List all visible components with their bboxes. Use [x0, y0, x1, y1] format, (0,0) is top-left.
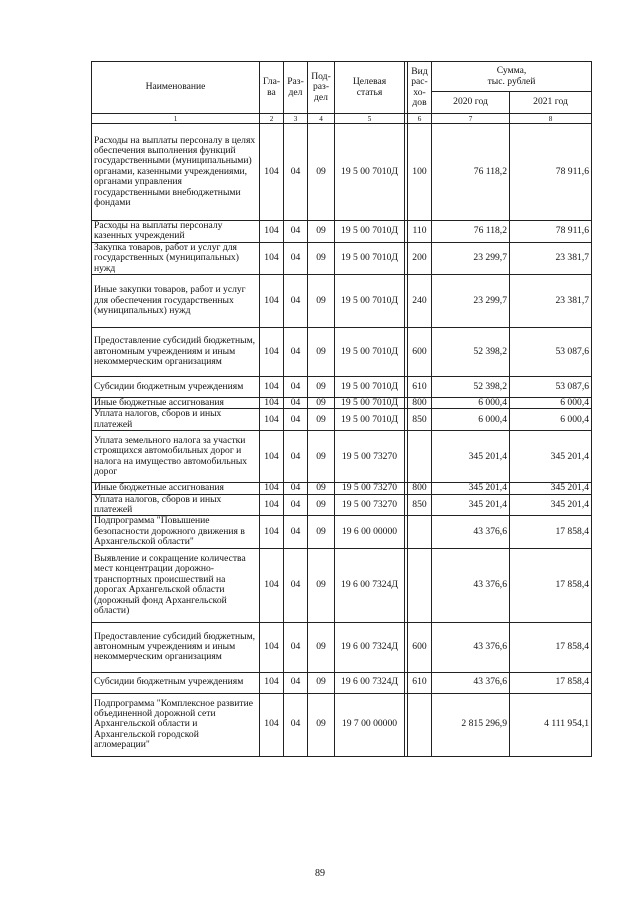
header-sum-text: Сумма, тыс. рублей: [487, 65, 536, 87]
cell-razdel: 04: [284, 275, 308, 328]
column-number-row: [92, 114, 592, 124]
cell-glava: 104: [260, 693, 284, 756]
page-number: 89: [315, 868, 325, 879]
table-body: [92, 114, 592, 757]
cell-vid: [408, 431, 432, 483]
cell-article: 19 5 00 73270: [335, 483, 405, 494]
cell-razdel: 04: [284, 622, 308, 672]
cell-name: Уплата налогов, сборов и иных платежей: [92, 494, 260, 516]
cell-name: Расходы на выплаты персоналу в целях обеспечения выполнения функций государственными (муниципальными) органами, казенными учреждениями, органами управления государственными внебюджетными фондами: [92, 124, 260, 221]
cell-name: Закупка товаров, работ и услуг для государственных (муниципальных) нужд: [92, 242, 260, 274]
cell-y2020: 23 299,7: [432, 275, 510, 328]
cell-name: Предоставление субсидий бюджетным, автономным учреждениям и иным некоммерческим организациям: [92, 622, 260, 672]
column-number: 6: [408, 114, 432, 124]
cell-razdel: 04: [284, 548, 308, 622]
cell-razdel: 04: [284, 672, 308, 693]
cell-article: 19 6 00 7324Д: [335, 548, 405, 622]
cell-y2021: 78 911,6: [510, 124, 592, 221]
cell-vid: 850: [408, 409, 432, 431]
cell-article: 19 5 00 7010Д: [335, 398, 405, 409]
cell-article: 19 5 00 73270: [335, 431, 405, 483]
cell-name: Иные закупки товаров, работ и услуг для обеспечения государственных (муниципальных) нужд: [92, 275, 260, 328]
cell-glava: 104: [260, 242, 284, 274]
table-row: [92, 494, 592, 516]
table-row: [92, 409, 592, 431]
cell-podrazdel: 09: [308, 483, 335, 494]
cell-glava: 104: [260, 221, 284, 243]
cell-razdel: 04: [284, 377, 308, 398]
cell-article: 19 5 00 7010Д: [335, 124, 405, 221]
cell-name: Иные бюджетные ассигнования: [92, 483, 260, 494]
cell-name: Уплата земельного налога за участки строящихся автомобильных дорог и налога на имущество автомобильных дорог: [92, 431, 260, 483]
cell-razdel: 04: [284, 328, 308, 377]
cell-name: Субсидии бюджетным учреждениям: [92, 377, 260, 398]
cell-y2020: 345 201,4: [432, 494, 510, 516]
cell-name: Уплата налогов, сборов и иных платежей: [92, 409, 260, 431]
header-razdel-text: Раз- дел: [287, 76, 304, 98]
cell-vid: [408, 693, 432, 756]
column-number: 4: [308, 114, 335, 124]
table-row: [92, 431, 592, 483]
cell-y2020: 43 376,6: [432, 622, 510, 672]
cell-glava: 104: [260, 494, 284, 516]
table-row: [92, 221, 592, 243]
cell-podrazdel: 09: [308, 398, 335, 409]
cell-name: Предоставление субсидий бюджетным, автономным учреждениям и иным некоммерческим организациям: [92, 328, 260, 377]
cell-y2021: 78 911,6: [510, 221, 592, 243]
cell-vid: [408, 548, 432, 622]
cell-podrazdel: 09: [308, 672, 335, 693]
cell-article: 19 5 00 7010Д: [335, 409, 405, 431]
header-razdel: [284, 62, 308, 114]
cell-podrazdel: 09: [308, 622, 335, 672]
cell-glava: 104: [260, 548, 284, 622]
cell-glava: 104: [260, 672, 284, 693]
column-number: 1: [92, 114, 260, 124]
header-article: [335, 62, 405, 114]
cell-y2021: 17 858,4: [510, 516, 592, 548]
cell-y2021: 345 201,4: [510, 431, 592, 483]
column-number: 3: [284, 114, 308, 124]
cell-vid: 610: [408, 672, 432, 693]
cell-article: 19 5 00 7010Д: [335, 328, 405, 377]
table-row: [92, 328, 592, 377]
cell-y2021: 4 111 954,1: [510, 693, 592, 756]
cell-y2020: 345 201,4: [432, 483, 510, 494]
cell-podrazdel: 09: [308, 124, 335, 221]
cell-razdel: 04: [284, 483, 308, 494]
cell-y2020: 6 000,4: [432, 398, 510, 409]
cell-glava: 104: [260, 409, 284, 431]
cell-glava: 104: [260, 398, 284, 409]
cell-article: 19 5 00 7010Д: [335, 377, 405, 398]
table-row: [92, 275, 592, 328]
cell-vid: 600: [408, 622, 432, 672]
cell-y2021: 53 087,6: [510, 328, 592, 377]
cell-vid: 100: [408, 124, 432, 221]
cell-article: 19 5 00 7010Д: [335, 275, 405, 328]
cell-razdel: 04: [284, 242, 308, 274]
header-article-text: Целевая статья: [352, 76, 387, 98]
cell-vid: 800: [408, 398, 432, 409]
cell-vid: 600: [408, 328, 432, 377]
cell-glava: 104: [260, 328, 284, 377]
header-glava-text: Гла- ва: [262, 76, 281, 98]
cell-article: 19 6 00 00000: [335, 516, 405, 548]
cell-y2020: 43 376,6: [432, 548, 510, 622]
cell-y2020: 43 376,6: [432, 516, 510, 548]
cell-podrazdel: 09: [308, 409, 335, 431]
cell-glava: 104: [260, 275, 284, 328]
cell-y2021: 23 381,7: [510, 242, 592, 274]
cell-razdel: 04: [284, 221, 308, 243]
cell-glava: 104: [260, 516, 284, 548]
cell-podrazdel: 09: [308, 693, 335, 756]
cell-article: 19 7 00 00000: [335, 693, 405, 756]
header-sum: [432, 62, 592, 92]
column-number: 7: [432, 114, 510, 124]
cell-vid: 240: [408, 275, 432, 328]
cell-article: 19 6 00 7324Д: [335, 672, 405, 693]
cell-vid: 110: [408, 221, 432, 243]
cell-y2021: 6 000,4: [510, 398, 592, 409]
cell-glava: 104: [260, 483, 284, 494]
cell-name: Иные бюджетные ассигнования: [92, 398, 260, 409]
column-number: 2: [260, 114, 284, 124]
cell-podrazdel: 09: [308, 548, 335, 622]
cell-article: 19 5 00 7010Д: [335, 221, 405, 243]
cell-podrazdel: 09: [308, 275, 335, 328]
header-vid-text: Вид рас- хо- дов: [411, 65, 428, 108]
cell-vid: 800: [408, 483, 432, 494]
cell-y2020: 23 299,7: [432, 242, 510, 274]
table-row: [92, 242, 592, 274]
cell-y2020: 52 398,2: [432, 328, 510, 377]
cell-y2020: 76 118,2: [432, 221, 510, 243]
cell-podrazdel: 09: [308, 494, 335, 516]
cell-podrazdel: 09: [308, 516, 335, 548]
cell-y2021: 17 858,4: [510, 672, 592, 693]
cell-y2020: 52 398,2: [432, 377, 510, 398]
table-row: [92, 483, 592, 494]
cell-name: Расходы на выплаты персоналу казенных учреждений: [92, 221, 260, 243]
cell-article: 19 5 00 7010Д: [335, 242, 405, 274]
cell-glava: 104: [260, 377, 284, 398]
header-vid: [408, 62, 432, 114]
cell-name: Субсидии бюджетным учреждениям: [92, 672, 260, 693]
cell-y2021: 6 000,4: [510, 409, 592, 431]
cell-vid: 610: [408, 377, 432, 398]
column-number: 8: [510, 114, 592, 124]
cell-razdel: 04: [284, 516, 308, 548]
table-row: [92, 672, 592, 693]
table-row: [92, 124, 592, 221]
table-row: [92, 548, 592, 622]
header-year-2021: 2021 год: [510, 92, 592, 114]
cell-glava: 104: [260, 431, 284, 483]
cell-y2020: 43 376,6: [432, 672, 510, 693]
header-year-2020: 2020 год: [432, 92, 510, 114]
cell-y2021: 17 858,4: [510, 548, 592, 622]
cell-name: Подпрограмма "Повышение безопасности дорожного движения в Архангельской области": [92, 516, 260, 548]
cell-vid: 200: [408, 242, 432, 274]
cell-razdel: 04: [284, 693, 308, 756]
header-podrazdel: [308, 62, 335, 114]
cell-glava: 104: [260, 124, 284, 221]
cell-vid: [408, 516, 432, 548]
cell-razdel: 04: [284, 124, 308, 221]
cell-podrazdel: 09: [308, 377, 335, 398]
cell-name: Подпрограмма "Комплексное развитие объединенной дорожной сети Архангельской области и Архангельской городской агломерации": [92, 693, 260, 756]
table-row: [92, 377, 592, 398]
cell-razdel: 04: [284, 494, 308, 516]
cell-y2020: 345 201,4: [432, 431, 510, 483]
cell-razdel: 04: [284, 431, 308, 483]
cell-y2021: 345 201,4: [510, 483, 592, 494]
cell-podrazdel: 09: [308, 328, 335, 377]
cell-vid: 850: [408, 494, 432, 516]
cell-podrazdel: 09: [308, 431, 335, 483]
cell-y2020: 2 815 296,9: [432, 693, 510, 756]
cell-y2021: 345 201,4: [510, 494, 592, 516]
cell-y2020: 6 000,4: [432, 409, 510, 431]
table-row: [92, 516, 592, 548]
cell-name: Выявление и сокращение количества мест концентрации дорожно-транспортных происшествий на дорогах Архангельской области (дорожный фонд Архангельской области): [92, 548, 260, 622]
cell-razdel: 04: [284, 409, 308, 431]
column-number: 5: [335, 114, 405, 124]
cell-glava: 104: [260, 622, 284, 672]
cell-y2021: 17 858,4: [510, 622, 592, 672]
cell-y2021: 53 087,6: [510, 377, 592, 398]
cell-y2021: 23 381,7: [510, 275, 592, 328]
cell-podrazdel: 09: [308, 221, 335, 243]
cell-y2020: 76 118,2: [432, 124, 510, 221]
budget-table: [91, 61, 592, 757]
header-name: Наименование: [92, 62, 260, 114]
table-row: [92, 622, 592, 672]
table-row: [92, 398, 592, 409]
header-glava: [260, 62, 284, 114]
cell-razdel: 04: [284, 398, 308, 409]
header-podrazdel-text: Под- раз- дел: [311, 70, 331, 103]
cell-article: 19 6 00 7324Д: [335, 622, 405, 672]
cell-podrazdel: 09: [308, 242, 335, 274]
cell-article: 19 5 00 73270: [335, 494, 405, 516]
table-row: [92, 693, 592, 756]
